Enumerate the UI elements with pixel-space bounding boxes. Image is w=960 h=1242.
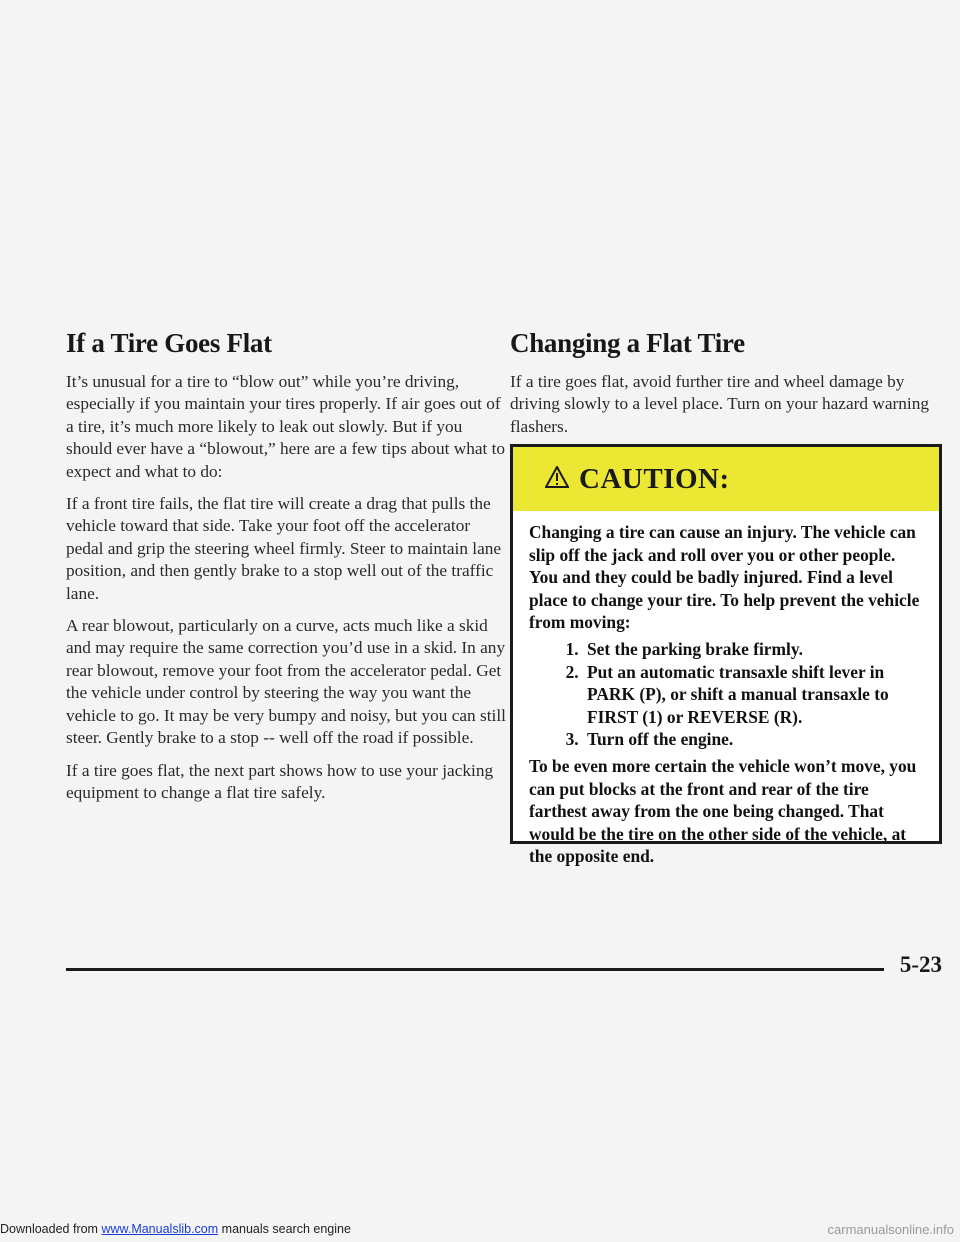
footer-rule [66, 968, 884, 971]
section-heading-flat-tire: If a Tire Goes Flat [66, 328, 272, 358]
paragraph-changing-intro: If a tire goes flat, avoid further tire and wheel damage by driving slowly to a level place. Turn on your hazard warning flashers. [510, 372, 929, 436]
section-heading-changing-tire: Changing a Flat Tire [510, 328, 745, 358]
page-number: 5-23 [899, 952, 942, 977]
caution-box [510, 444, 942, 867]
caution-step: 2. Put an automatic transaxle shift lever in PARK (P), or shift a manual transaxle to FIRST (1) or REVERSE (R). [583, 661, 923, 729]
paragraph-rear-blowout: A rear blowout, particularly on a curve, acts much like a skid and may require the same correction you’d use in a skid. In any rear blowout, remove your foot from the accelerator pedal. Get the vehicle under control by steering the way you want the vehicle to go. It may be very bumpy and noisy, but you can still steer. Gently brake to a stop -- well off the road if possible. [66, 616, 506, 748]
download-suffix: manuals search engine [221, 1222, 351, 1236]
download-bar [0, 1222, 351, 1236]
left-column [66, 328, 506, 814]
paragraph-blowout-intro: It’s unusual for a tire to “blow out” while you’re driving, especially if you maintain your tires properly. If air goes out of a tire, it’s much more likely to leak out slowly. But if you should ever have a “blowout,” here are a few tips about what to expect and what to do: [66, 372, 506, 481]
caution-header [513, 447, 939, 511]
caution-lead: Changing a tire can cause an injury. The vehicle can slip off the jack and roll over you or other people. You and they could be badly injured. Find a level place to change your tire. To help prevent the vehicle from moving: [529, 522, 920, 633]
caution-step: 1. Set the parking brake firmly. [583, 638, 923, 661]
caution-steps [529, 638, 923, 751]
warning-triangle-icon [545, 466, 569, 493]
manualslib-link[interactable]: www.Manualslib.com [101, 1222, 219, 1236]
paragraph-next-part: If a tire goes flat, the next part shows how to use your jacking equipment to change a flat tire safely. [66, 760, 494, 802]
watermark: carmanualsonline.info [827, 1222, 954, 1237]
caution-closing: To be even more certain the vehicle won’t move, you can put blocks at the front and rear of the tire farthest away from the one being changed. That would be the tire on the other side of the vehicle, at the opposite end. [529, 755, 917, 867]
caution-title: CAUTION: [579, 462, 730, 495]
caution-step: 3. Turn off the engine. [583, 728, 923, 751]
download-prefix: Downloaded from [0, 1222, 98, 1236]
paragraph-front-tire: If a front tire fails, the flat tire will create a drag that pulls the vehicle toward that side. Take your foot off the accelerator pedal and grip the steering wheel firmly. Steer to maintain lane position, and then gently brake to a stop well out of the traffic lane. [66, 494, 502, 603]
caution-body [513, 511, 939, 868]
right-column [510, 328, 946, 448]
